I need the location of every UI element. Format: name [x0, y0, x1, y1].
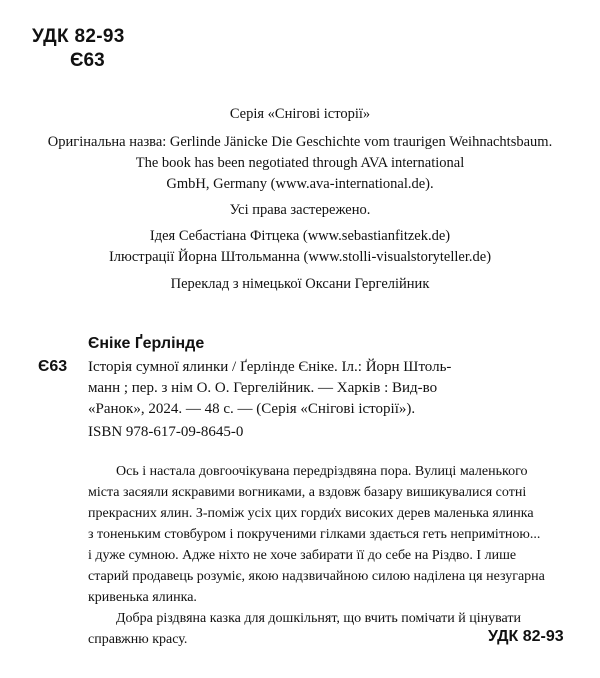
annotation-line: міста засяяли яскравими вогниками, а вздовж базару вишикувалися сотні [88, 485, 527, 500]
annotation-closing-line: справжню красу. [88, 632, 188, 647]
original-title-line: The book has been negotiated through AVA international [135, 155, 465, 171]
original-title-line: Оригінальна назва: Gerlinde Jänicke Die Geschichte vom traurigen Weihnachtsbaum. [47, 134, 553, 150]
illustrations-credit: Ілюстрації Йорна Штольманна (www.stolli-visualstoryteller.de) [108, 249, 492, 265]
annotation-line: старий продавець розуміє, якою надзвичайною силою наділена ця незугарна [88, 569, 545, 584]
author-sign-catalog: Є63 [38, 358, 68, 375]
annotation [88, 461, 574, 650]
bibliographic-line: «Ранок», 2024. — 48 с. — (Серія «Снігові історії»). [88, 401, 416, 417]
udk-code-top: УДК 82-93 [32, 26, 125, 47]
annotation-line: прекрасних ялин. З-поміж усіх цих горди̇х високих дерев маленька ялинка [88, 506, 534, 521]
annotation-closing-line: Добра різдвяна казка для дошкільнят, що вчить помічати й цінувати [116, 611, 522, 626]
bibliographic-description [88, 357, 576, 443]
annotation-line: і дуже сумною. Адже ніхто не хоче забирати її до себе на Різдво. І лише [88, 548, 517, 563]
annotation-line: Ось і настала довгоочікувана передріздвяна пора. Вулиці маленького [116, 464, 528, 479]
series-line: Серія «Снігові історії» [229, 106, 371, 122]
rights-line: Усі права застережено. [229, 202, 371, 218]
annotation-line: з тоненьким стовбуром і покрученими гілками здається геть непримітною... [88, 527, 541, 542]
idea-credit: Ідея Себастіана Фітцека (www.sebastianfitzek.de) [149, 228, 451, 244]
annotation-line: кривенька ялинка. [88, 590, 197, 605]
bibliographic-line: Історія сумної ялинки / Ґерлінде Єніке. Іл.: Йорн Штоль- [88, 359, 452, 375]
isbn: ISBN 978-617-09-8645-0 [88, 424, 244, 440]
catalog-author: Єніке Ґерлінде [88, 335, 205, 352]
credits-block [20, 226, 580, 268]
original-title-block [20, 132, 580, 195]
translation-credit: Переклад з німецької Оксани Гергелійник [170, 276, 430, 292]
original-title-line: GmbH, Germany (www.ava-international.de). [166, 176, 434, 192]
udk-code-bottom: УДК 82-93 [488, 628, 564, 645]
author-sign-top: Є63 [70, 50, 105, 71]
bibliographic-line: манн ; пер. з нім О. О. Гергелійник. — Харків : Вид-во [88, 380, 438, 396]
